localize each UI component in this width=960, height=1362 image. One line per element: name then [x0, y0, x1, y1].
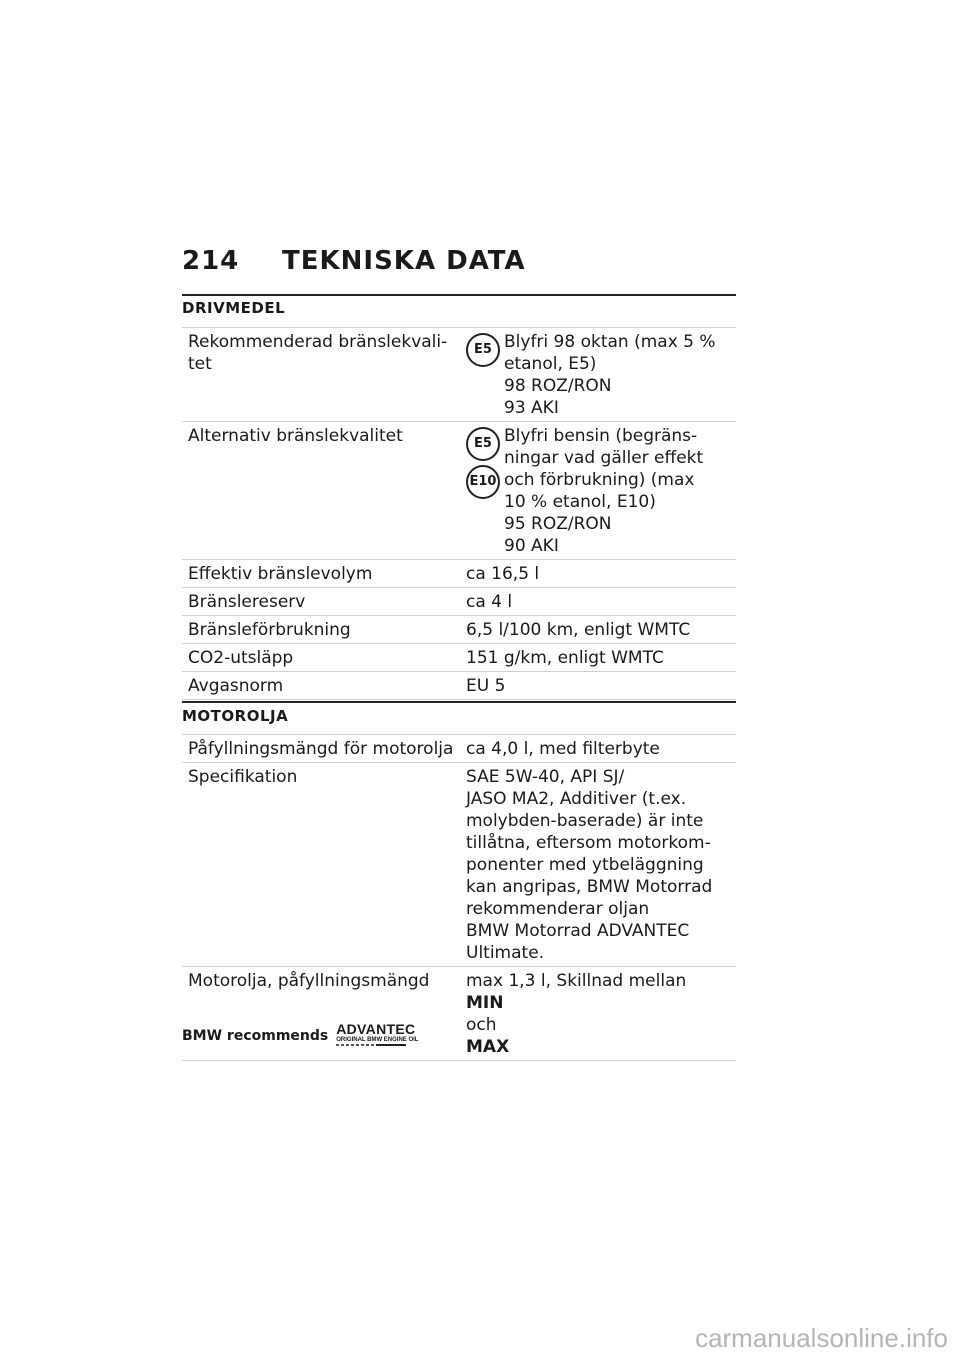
value-text: max 1,3 l, Skillnad mellan	[466, 971, 687, 991]
value-line: kan angripas, BMW Motorrad	[466, 877, 713, 897]
value-line: 90 AKI	[504, 536, 559, 556]
section-rule	[182, 294, 736, 296]
row-label-line: Rekommenderad bränslekvali-	[188, 332, 448, 352]
table-row	[182, 763, 736, 967]
row-label	[182, 328, 460, 422]
value-line: Blyfri 98 oktan (max 5 %	[504, 332, 716, 352]
value-line: tillåtna, eftersom motorkom-	[466, 833, 711, 853]
table-row	[182, 644, 736, 672]
row-label: Motorolja, påfyllningsmängd	[182, 967, 460, 1061]
value-line: 10 % etanol, E10)	[504, 492, 656, 512]
row-value	[460, 763, 736, 967]
value-line: Blyfri bensin (begräns-	[504, 426, 698, 446]
recommends-text: BMW recommends	[182, 1028, 329, 1044]
page-header	[182, 246, 526, 276]
value-line: molybden-baserade) är inte	[466, 811, 704, 831]
value-line: SAE 5W-40, API SJ/	[466, 767, 625, 787]
logo-brand: ADVANTEC	[336, 1021, 416, 1037]
row-value	[460, 422, 736, 560]
value-line: och förbrukning) (max	[504, 470, 695, 490]
bmw-recommends	[182, 1021, 419, 1046]
section-title-drivmedel: DRIVMEDEL	[182, 299, 286, 317]
value-line: ningar vad gäller effekt	[504, 448, 704, 468]
page-title: TEKNISKA DATA	[282, 246, 526, 276]
table-row	[182, 967, 736, 1061]
value-line: etanol, E5)	[504, 354, 597, 374]
e10-fuel-icon: E10	[466, 465, 500, 499]
value-line: 98 ROZ/RON	[504, 376, 612, 396]
row-value: 151 g/km, enligt WMTC	[460, 644, 736, 672]
row-label: Bränslereserv	[182, 588, 460, 616]
table-row	[182, 616, 736, 644]
value-text: och	[466, 1015, 497, 1035]
value-line	[466, 1014, 730, 1058]
table-row	[182, 422, 736, 560]
min-mark: MIN	[466, 993, 504, 1013]
row-label: Effektiv bränslevolym	[182, 560, 460, 588]
row-label: Specifikation	[182, 763, 460, 967]
row-value: ca 4,0 l, med filterbyte	[460, 735, 736, 763]
table-row	[182, 588, 736, 616]
row-label-line: tet	[188, 354, 212, 374]
value-line: 93 AKI	[504, 398, 559, 418]
logo-subtitle: ORIGINAL BMW ENGINE OIL	[336, 1037, 419, 1043]
value-line: ponenter med ytbeläggning	[466, 855, 704, 875]
row-label: Påfyllningsmängd för motorolja	[182, 735, 460, 763]
row-value: EU 5	[460, 672, 736, 700]
page-number: 214	[182, 246, 240, 276]
table-row	[182, 328, 736, 422]
oil-spec-table	[182, 734, 736, 1061]
value-line: 95 ROZ/RON	[504, 514, 612, 534]
row-value: ca 4 l	[460, 588, 736, 616]
e5-fuel-icon: E5	[466, 427, 500, 461]
table-row	[182, 735, 736, 763]
row-label: CO2-utsläpp	[182, 644, 460, 672]
value-line	[466, 970, 730, 1014]
e5-fuel-icon: E5	[466, 333, 500, 367]
row-value: 6,5 l/100 km, enligt WMTC	[460, 616, 736, 644]
row-value: ca 16,5 l	[460, 560, 736, 588]
row-value	[460, 328, 736, 422]
value-line: BMW Motorrad ADVANTEC	[466, 921, 690, 941]
section-rule	[182, 701, 736, 703]
max-mark: MAX	[466, 1037, 510, 1057]
row-label: Alternativ bränslekvalitet	[182, 422, 460, 560]
value-line: rekommenderar oljan	[466, 899, 650, 919]
value-line: Ultimate.	[466, 943, 545, 963]
value-line: JASO MA2, Additiver (t.ex.	[466, 789, 687, 809]
fuel-spec-table	[182, 327, 736, 700]
row-label: Bränsleförbrukning	[182, 616, 460, 644]
row-value	[460, 967, 736, 1061]
watermark: carmanualsonline.info	[695, 1323, 948, 1353]
logo-bar	[336, 1044, 418, 1046]
row-label: Avgasnorm	[182, 672, 460, 700]
table-row	[182, 560, 736, 588]
advantec-logo	[336, 1022, 418, 1046]
table-row	[182, 672, 736, 700]
section-title-motorolja: MOTOROLJA	[182, 707, 289, 725]
